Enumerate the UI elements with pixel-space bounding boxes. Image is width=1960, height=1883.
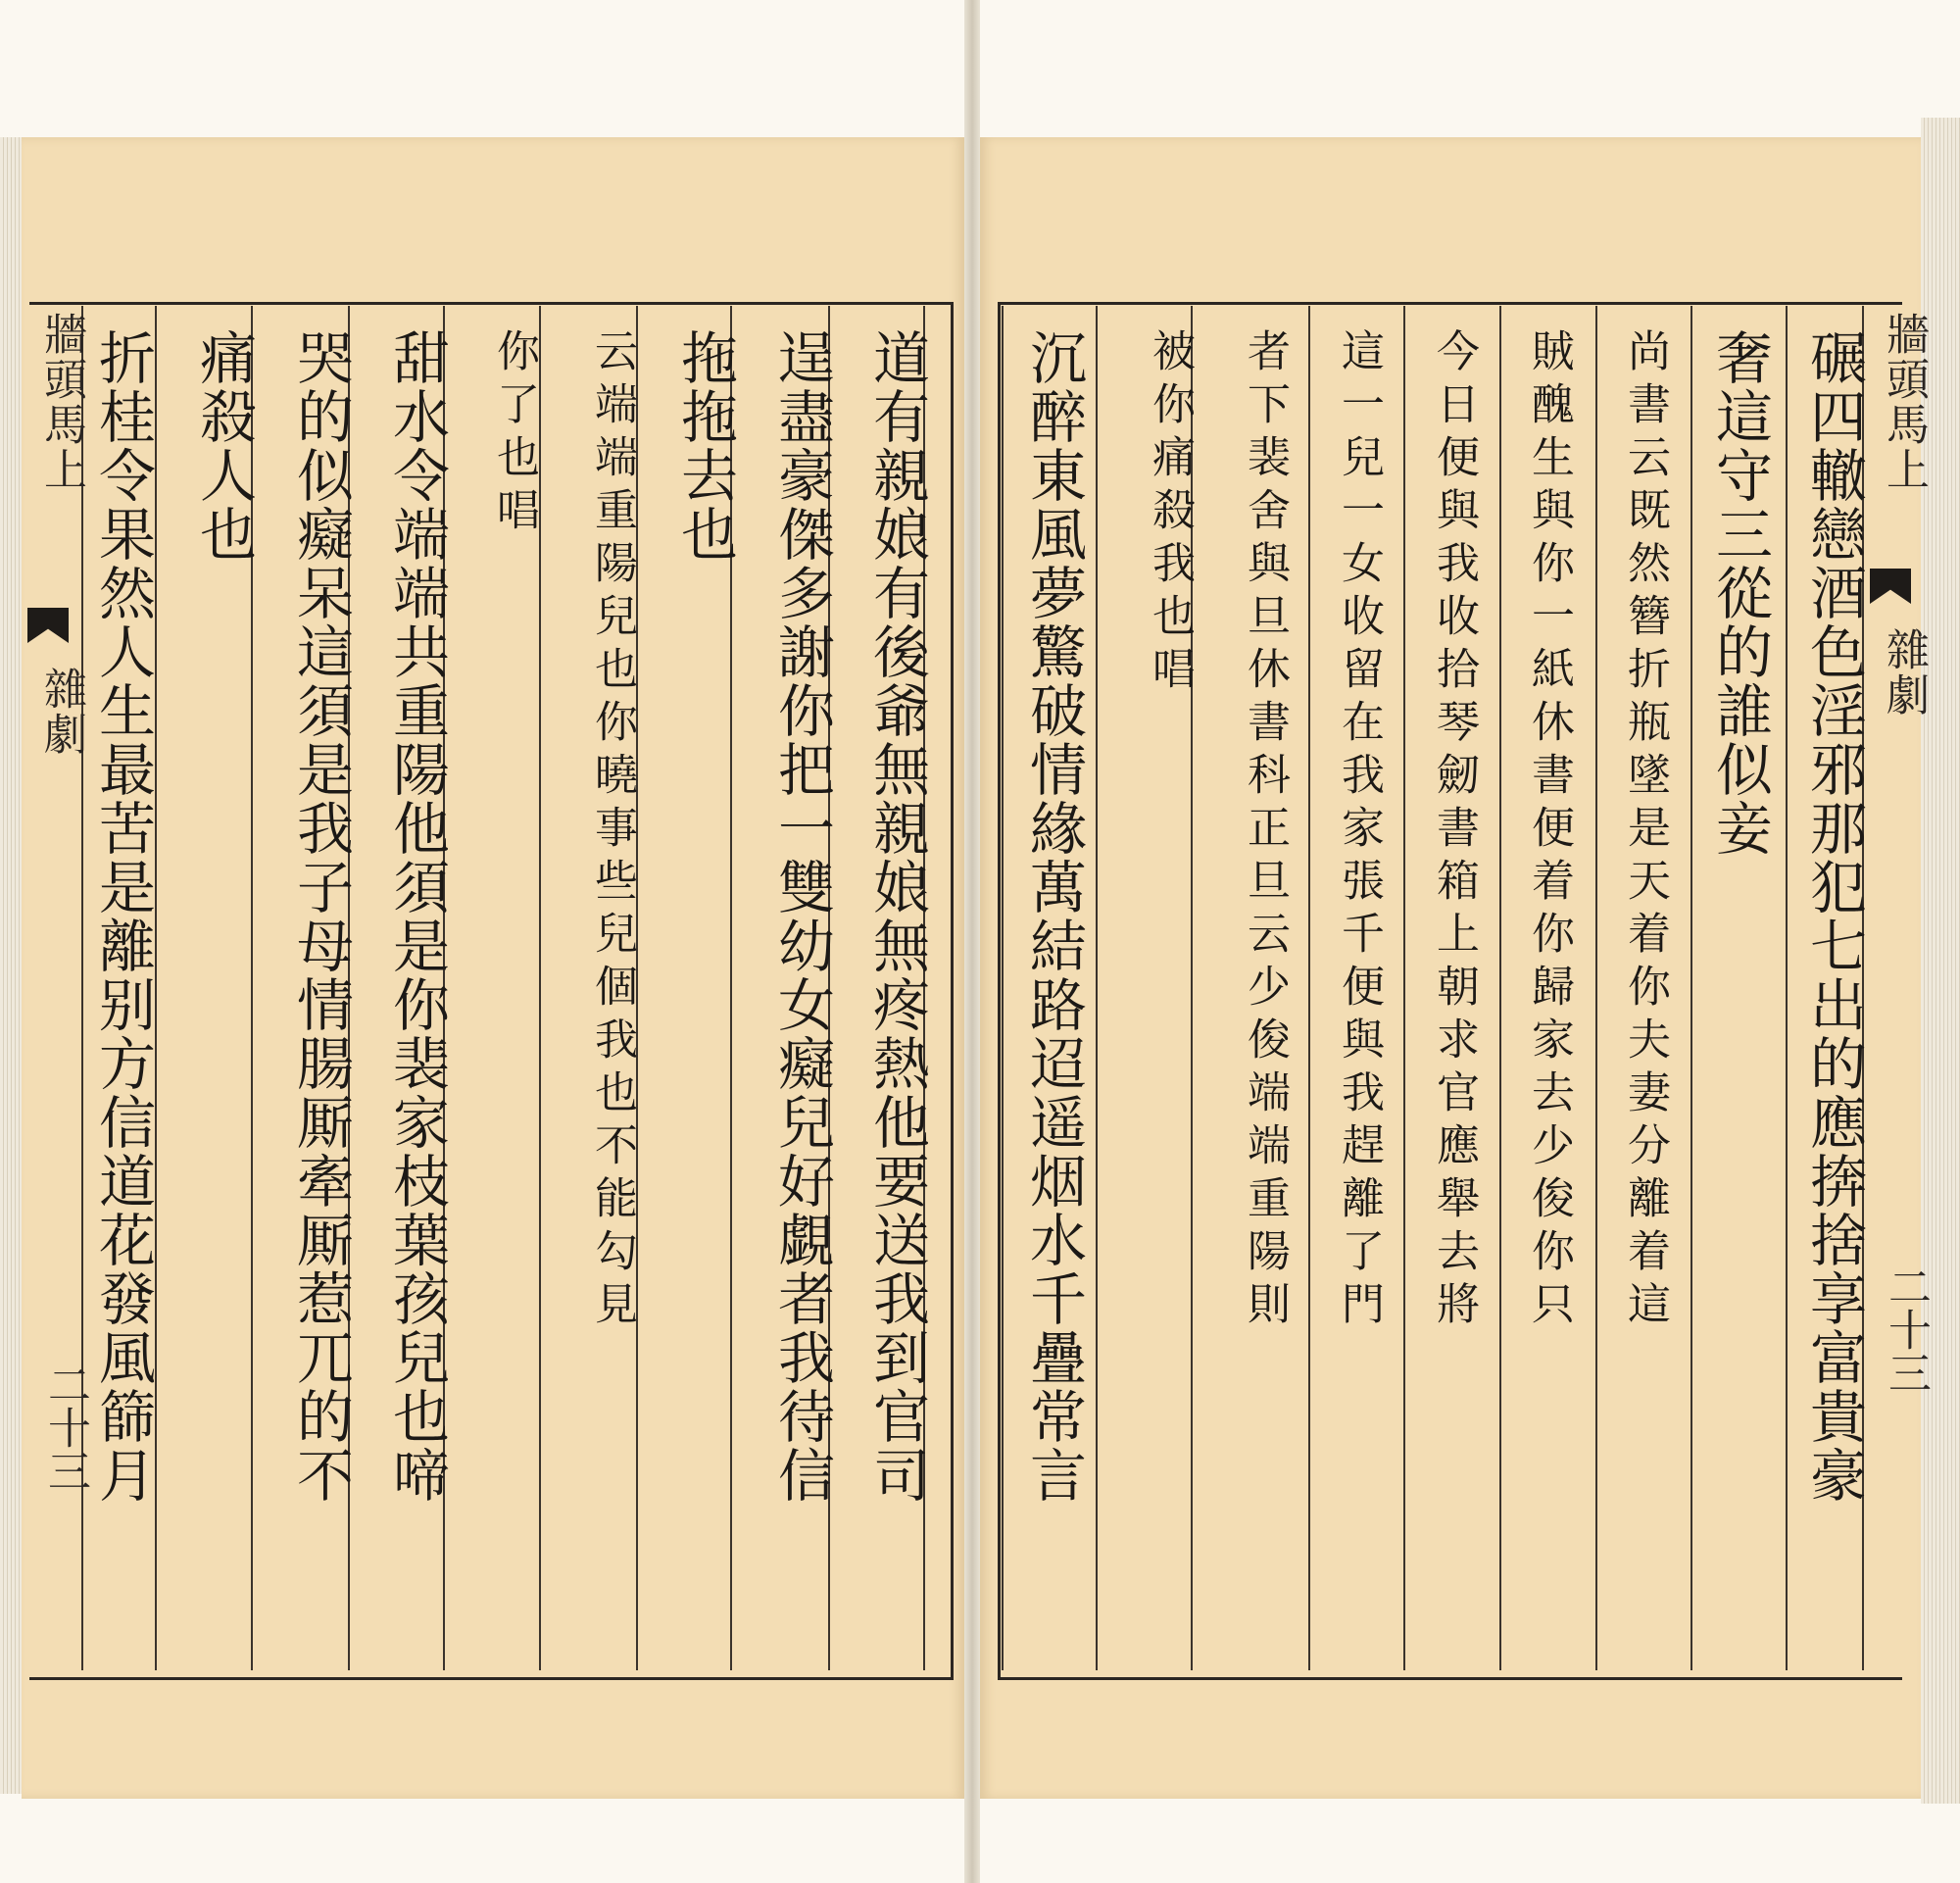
center-label-title: 牆頭馬上 [36, 312, 86, 492]
text-column: 沉醉東風夢驚破情緣萬結路迢遥烟水千疊常言 [1020, 328, 1087, 1505]
text-column: 這一兒一女收留在我家張千便與我趕離了門 [1334, 328, 1384, 1334]
column-rule [1595, 306, 1597, 1670]
text-column: 痛殺人也 [190, 328, 257, 564]
column-rule [1096, 306, 1098, 1670]
text-column: 被你痛殺我也唱 [1145, 328, 1195, 699]
page-stack-left-edge [0, 137, 22, 1794]
column-rule [1690, 306, 1692, 1670]
column-rule [1499, 306, 1501, 1670]
text-column: 哭的似癡呆這須是我子母情腸厮牽厮惹兀的不 [287, 328, 354, 1505]
text-column: 今日便與我收拾琴劒書箱上朝求官應舉去將 [1429, 328, 1479, 1334]
column-rule [1308, 306, 1310, 1670]
text-column: 者下裴舍與旦休書科正旦云少俊端端重陽則 [1240, 328, 1290, 1334]
text-column: 道有親娘有後爺無親娘無疼熱他要送我到官司 [863, 328, 930, 1505]
folio-number: 二十三 [1881, 1264, 1931, 1394]
text-column: 碾四轍戀酒色淫邪那犯七出的應捹捨享富貴豪 [1800, 328, 1867, 1505]
center-label-genre: 雜劇 [36, 667, 86, 757]
column-rule [1786, 306, 1788, 1670]
text-column: 你了也唱 [489, 328, 539, 540]
text-column: 奢這守三從的誰似妾 [1706, 328, 1773, 858]
background-bottom [0, 1789, 1960, 1883]
column-rule [1403, 306, 1405, 1670]
folio-number: 二十三 [40, 1363, 90, 1492]
text-column: 拖拖去也 [671, 328, 738, 564]
text-column: 賊醜生與你一紙休書便着你歸家去少俊你只 [1524, 328, 1574, 1334]
text-column: 逞盡豪傑多謝你把一雙幼女癡兒好覷者我待信 [768, 328, 835, 1505]
text-column: 折桂令果然人生最苦是離别方信道花發風篩月 [89, 328, 156, 1505]
column-rule [1002, 306, 1004, 1670]
text-column: 尚書云既然簪折瓶墜是天着你夫妻分離着這 [1620, 328, 1670, 1334]
text-column: 云端端重陽兒也你曉事些兒個我也不能勾見 [587, 328, 637, 1334]
center-label-genre: 雜劇 [1879, 627, 1929, 718]
book-gutter [964, 0, 980, 1883]
center-label-title: 牆頭馬上 [1879, 312, 1929, 492]
text-column: 甜水令端端共重陽他須是你裴家枝葉孩兒也啼 [383, 328, 450, 1505]
background-top [0, 0, 1960, 142]
